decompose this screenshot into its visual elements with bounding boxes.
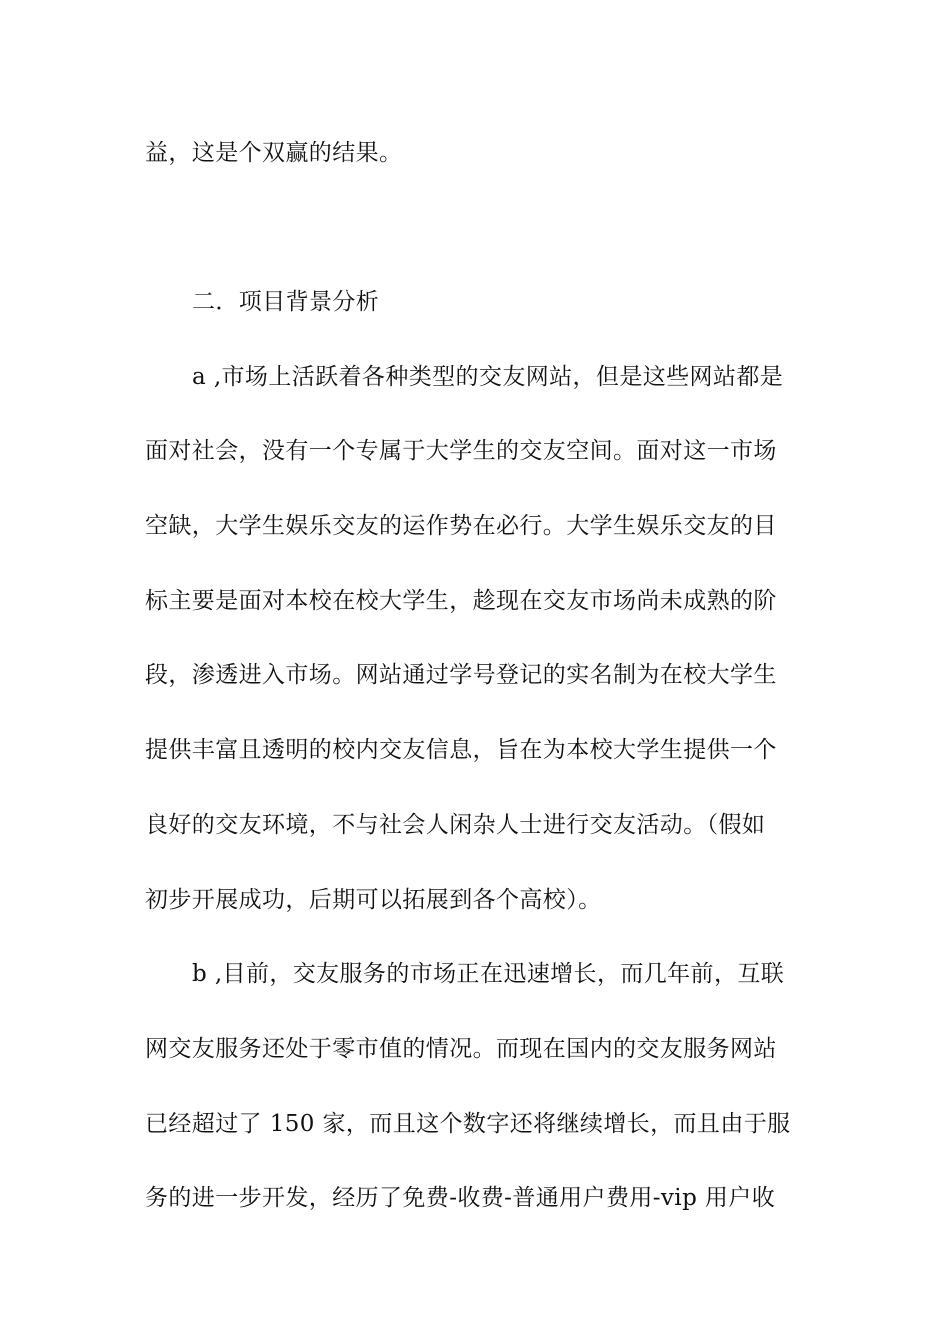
text-line: 益，这是个双赢的结果。 [145, 140, 403, 166]
text-line: b ,目前，交友服务的市场正在迅速增长，而几年前，互联 [192, 961, 785, 987]
text-line: 初步开展成功，后期可以拓展到各个高校）。 [145, 887, 602, 913]
text-line: 网交友服务还处于零市值的情况。而现在国内的交友服务网站 [145, 1036, 777, 1062]
text-line: 务的进一步开发，经历了免费-收费-普通用户费用-vip 用户收 [145, 1185, 776, 1211]
text-line: 段，渗透进入市场。网站通过学号登记的实名制为在校大学生 [145, 662, 777, 688]
text-line: 良好的交友环境，不与社会人闲杂人士进行交友活动。（假如 [145, 812, 766, 838]
text-line: 空缺，大学生娱乐交友的运作势在必行。大学生娱乐交友的目 [145, 513, 777, 539]
text-line: 标主要是面对本校在校大学生，趁现在交友市场尚未成熟的阶 [145, 588, 777, 614]
text-line: 提供丰富且透明的校内交友信息，旨在为本校大学生提供一个 [145, 737, 777, 763]
section-heading: 二．项目背景分析 [192, 289, 380, 315]
text-line: a ,市场上活跃着各种类型的交友网站，但是这些网站都是 [192, 364, 784, 390]
text-line: 面对社会，没有一个专属于大学生的交友空间。面对这一市场 [145, 438, 777, 464]
text-line: 已经超过了 150 家，而且这个数字还将继续增长，而且由于服 [145, 1111, 791, 1137]
